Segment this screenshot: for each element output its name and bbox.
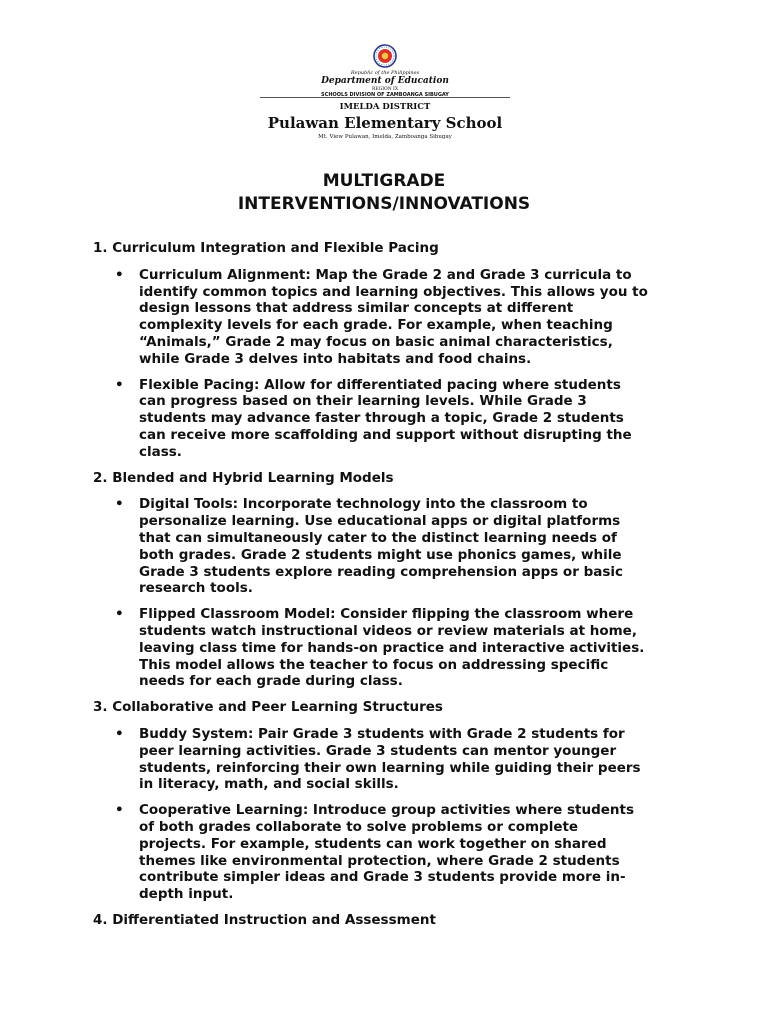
bullet-item-line: personalize learning. Use educational apps or digital platforms	[139, 513, 621, 530]
bullet-item-line: needs for each grade during class.	[139, 673, 403, 690]
section	[93, 240, 683, 461]
bullet-item-line: complexity levels for each grade. For example, when teaching	[139, 317, 613, 334]
bullet-list	[93, 267, 683, 461]
bullet-item	[93, 606, 683, 690]
bullet-item	[93, 802, 683, 903]
seal-center	[382, 53, 388, 59]
bullet-item-line: can receive more scaffolding and support without disrupting the	[139, 426, 632, 443]
letterhead-address: Mt. View Pulawan, Imelda, Zamboanga Sibugay	[318, 134, 452, 140]
document-body	[93, 240, 683, 939]
bullet-item-line: Grade 3 students explore reading comprehension apps or basic	[139, 563, 624, 580]
bullet-item-line: peer learning activities. Grade 3 students can mentor younger	[139, 742, 617, 759]
bullet-list	[93, 496, 683, 690]
letterhead-department: Department of Education	[321, 76, 449, 86]
bullet-item-line: projects. For example, students can work together on shared	[139, 835, 607, 852]
section	[93, 912, 683, 929]
bullet-item-line: Buddy System: Pair Grade 3 students with Grade 2 students for	[139, 725, 625, 742]
document-title-line-2: INTERVENTIONS/INNOVATIONS	[237, 194, 531, 214]
bullet-item-line: students, reinforcing their own learning while guiding their peers	[139, 759, 641, 776]
bullet-item	[93, 267, 683, 368]
section-heading: 2. Blended and Hybrid Learning Models	[93, 469, 394, 486]
bullet-icon: •	[115, 376, 124, 393]
bullet-item-line: while Grade 3 delves into habitats and food chains.	[139, 350, 532, 367]
bullet-item-line: contribute simpler ideas and Grade 3 students provide more in-	[139, 869, 626, 886]
bullet-item-line: depth input.	[139, 886, 234, 903]
letterhead	[254, 40, 516, 148]
bullet-icon: •	[115, 606, 124, 623]
bullet-item-line: leaving class time for hands-on practice and interactive activities.	[139, 639, 645, 656]
section-heading: 4. Differentiated Instruction and Assessment	[93, 911, 436, 928]
letterhead-divider	[260, 97, 510, 98]
bullet-item-line: This model allows the teacher to focus on addressing specific	[139, 656, 609, 673]
bullet-item-line: both grades. Grade 2 students might use phonics games, while	[139, 546, 622, 563]
bullet-item-line: of both grades collaborate to solve problems or complete	[139, 818, 579, 835]
bullet-item-line: students may advance faster through a topic, Grade 2 students	[139, 410, 624, 427]
bullet-item-line: Flexible Pacing: Allow for differentiated pacing where students	[139, 376, 621, 393]
bullet-item-line: design lessons that address similar concepts at different	[139, 300, 574, 317]
bullet-item-line: class.	[139, 443, 182, 460]
bullet-item-line: can progress based on their learning levels. While Grade 3	[139, 393, 587, 410]
bullet-icon: •	[115, 802, 124, 819]
letterhead-republic: Republic of the Philippines	[350, 70, 420, 76]
bullet-icon: •	[115, 496, 124, 513]
bullet-item-line: Curriculum Alignment: Map the Grade 2 and Grade 3 curricula to	[139, 266, 632, 283]
section-heading: 1. Curriculum Integration and Flexible Pacing	[93, 240, 439, 256]
letterhead-region: REGION IX	[371, 87, 399, 92]
bullet-item-line: themes like environmental protection, where Grade 2 students	[139, 852, 620, 869]
bullet-item-line: “Animals,” Grade 2 may focus on basic animal characteristics,	[139, 333, 613, 350]
deped-seal-icon	[373, 44, 397, 68]
section	[93, 470, 683, 691]
letterhead-district: IMELDA DISTRICT	[339, 102, 431, 112]
letterhead-school-name: Pulawan Elementary School	[267, 114, 503, 132]
bullet-icon: •	[115, 725, 124, 742]
bullet-item-line: research tools.	[139, 580, 253, 597]
bullet-icon: •	[115, 266, 124, 283]
bullet-item-line: Flipped Classroom Model: Consider flipping the classroom where	[139, 606, 634, 623]
bullet-item-line: identify common topics and learning objectives. This allows you to	[139, 283, 648, 300]
bullet-item	[93, 377, 683, 461]
bullet-item	[93, 726, 683, 793]
bullet-item	[93, 496, 683, 597]
section	[93, 699, 683, 903]
bullet-item-line: that can simultaneously cater to the distinct learning needs of	[139, 529, 617, 546]
bullet-item-line: Cooperative Learning: Introduce group activities where students	[139, 802, 635, 819]
bullet-list	[93, 726, 683, 903]
letterhead-division: SCHOOLS DIVISION OF ZAMBOANGA SIBUGAY	[321, 92, 449, 98]
bullet-item-line: Digital Tools: Incorporate technology into the classroom to	[139, 496, 588, 513]
document-title-line-1: MULTIGRADE	[322, 171, 446, 191]
document-title	[0, 170, 768, 216]
bullet-item-line: students watch instructional videos or review materials at home,	[139, 622, 637, 639]
bullet-item-line: in literacy, math, and social skills.	[139, 776, 399, 793]
section-heading: 3. Collaborative and Peer Learning Structures	[93, 699, 443, 716]
